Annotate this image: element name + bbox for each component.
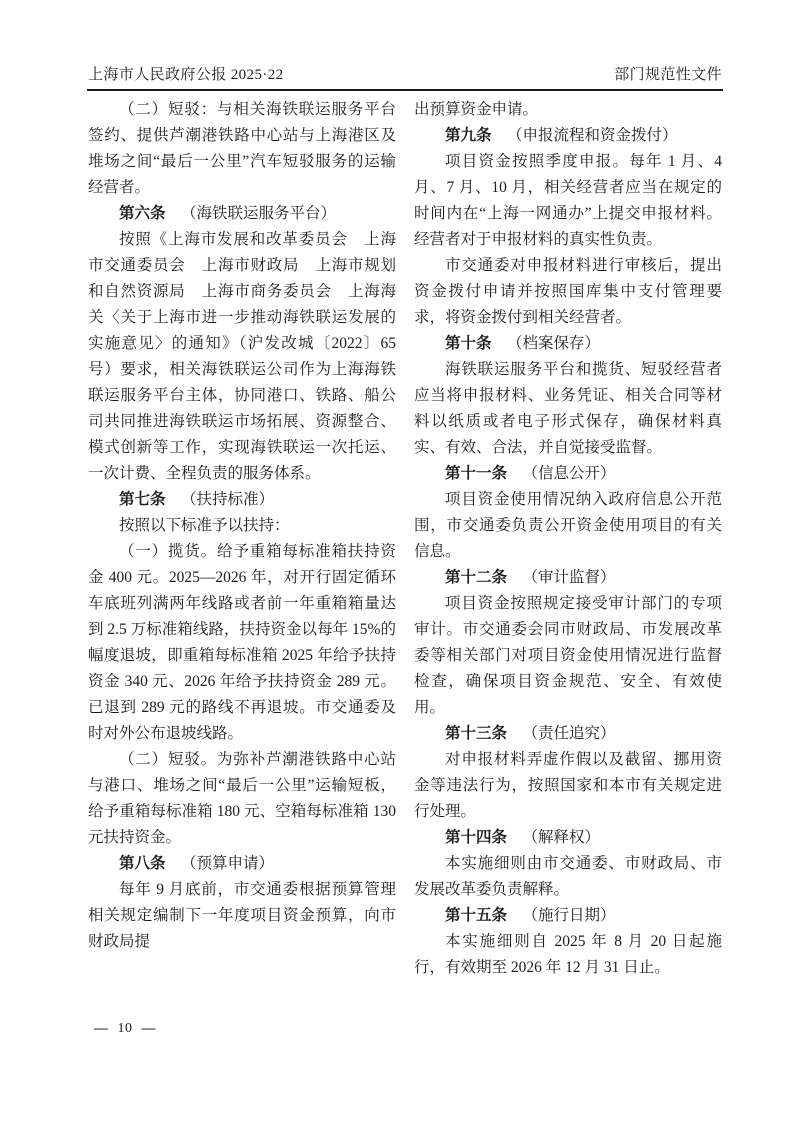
article-number: 第六条 bbox=[119, 205, 166, 222]
article-heading bbox=[414, 461, 722, 487]
article-number: 第八条 bbox=[119, 855, 166, 872]
gazette-volume-label: 上海市人民政府公报 2025·22 bbox=[88, 67, 284, 83]
article-title: （施行日期） bbox=[522, 907, 616, 924]
article-number: 第七条 bbox=[119, 491, 166, 508]
article-heading bbox=[414, 331, 722, 357]
article-number: 第十条 bbox=[445, 335, 492, 352]
article-number: 第九条 bbox=[445, 127, 492, 144]
article-title: （海铁联运服务平台） bbox=[181, 205, 337, 222]
page-footer bbox=[94, 1021, 156, 1037]
article-heading bbox=[414, 565, 722, 591]
paragraph: 项目资金按照规定接受审计部门的专项审计。市交通委会同市财政局、市发展改革委等相关部门对项目资金使用情况进行监督检查，确保项目资金规范、安全、有效使用。 bbox=[414, 595, 722, 716]
paragraph: 每年 9 月底前，市交通委根据预算管理相关规定编制下一年度项目资金预算，向市财政局提 bbox=[88, 881, 396, 950]
article-number: 第十四条 bbox=[445, 829, 508, 846]
article-number: 第十一条 bbox=[445, 465, 508, 482]
paragraph: 海铁联运服务平台和揽货、短驳经营者应当将申报材料、业务凭证、相关合同等材料以纸质或者电子形式保存，确保材料真实、有效、合法，并自觉接受监督。 bbox=[414, 361, 722, 456]
page-header bbox=[88, 63, 722, 84]
article-heading bbox=[88, 487, 396, 513]
paragraph: 市交通委对申报材料进行审核后，提出资金拨付申请并按照国库集中支付管理要求，将资金拨付到相关经营者。 bbox=[414, 257, 722, 326]
article-title: （扶持标准） bbox=[181, 491, 275, 508]
article-heading bbox=[414, 825, 722, 851]
paragraph: （一）揽货。给予重箱每标准箱扶持资金 400 元。2025—2026 年，对开行固定循环车底班列满两年线路或者前一年重箱箱量达到 2.5 万标准箱线路，扶持资金以每年 15%的幅度退坡，即重箱每标准箱 2025 年给予扶持资金 340 元、2026 年给予扶持资金 289 元。已退到 289 元的路线不再退坡。市交通委及时对外公布退坡线路。 bbox=[88, 543, 396, 742]
document-category-label: 部门规范性文件 bbox=[614, 67, 722, 83]
paragraph: 按照以下标准予以扶持： bbox=[119, 517, 290, 534]
article-number: 第十五条 bbox=[445, 907, 508, 924]
article-title: （信息公开） bbox=[522, 465, 616, 482]
header-divider bbox=[87, 89, 723, 91]
page-number-dash-left: — bbox=[94, 1021, 109, 1036]
document-body bbox=[88, 97, 722, 981]
page-number: 10 bbox=[117, 1021, 133, 1036]
article-title: （责任追究） bbox=[522, 725, 616, 742]
article-title: （申报流程和资金拨付） bbox=[507, 127, 678, 144]
article-heading bbox=[88, 201, 396, 227]
paragraph: （二）短驳：与相关海铁联运服务平台签约、提供芦潮港铁路中心站与上海港区及堆场之间“最后一公里”汽车短驳服务的运输经营者。 bbox=[88, 101, 396, 196]
article-number: 第十二条 bbox=[445, 569, 508, 586]
paragraph-continuation: 出预算资金申请。 bbox=[414, 101, 539, 118]
article-heading bbox=[414, 903, 722, 929]
article-title: （审计监督） bbox=[522, 569, 616, 586]
article-heading bbox=[414, 721, 722, 747]
paragraph: 按照《上海市发展和改革委员会 上海市交通委员会 上海市财政局 上海市规划和自然资源局 上海市商务委员会 上海海关〈关于上海市进一步推动海铁联运发展的实施意见〉的通知》（沪发改城〔2022〕65 号）要求，相关海铁联运公司作为上海海铁联运服务平台主体，协同港口、铁路、船公司共同推进海铁联运市场拓展、资源整合、模式创新等工作，实现海铁联运一次托运、一次计费、全程负责的服务体系。 bbox=[88, 231, 396, 482]
article-title: （档案保存） bbox=[507, 335, 601, 352]
article-title: （预算申请） bbox=[181, 855, 275, 872]
paragraph: 项目资金使用情况纳入政府信息公开范围，市交通委负责公开资金使用项目的有关信息。 bbox=[414, 491, 722, 560]
paragraph: （二）短驳。为弥补芦潮港铁路中心站与港口、堆场之间“最后一公里”运输短板，给予重箱每标准箱 180 元、空箱每标准箱 130 元扶持资金。 bbox=[88, 751, 396, 846]
paragraph: 项目资金按照季度申报。每年 1 月、4 月、7 月、10 月，相关经营者应当在规定的时间内在“上海一网通办”上提交申报材料。经营者对于申报材料的真实性负责。 bbox=[414, 153, 722, 248]
left-column bbox=[88, 97, 396, 981]
paragraph: 本实施细则由市交通委、市财政局、市发展改革委负责解释。 bbox=[414, 855, 722, 898]
article-heading bbox=[88, 851, 396, 877]
paragraph: 本实施细则自 2025 年 8 月 20 日起施行，有效期至 2026 年 12 月 31 日止。 bbox=[414, 933, 722, 976]
article-number: 第十三条 bbox=[445, 725, 508, 742]
paragraph: 对申报材料弄虚作假以及截留、挪用资金等违法行为，按照国家和本市有关规定进行处理。 bbox=[414, 751, 722, 820]
article-heading bbox=[414, 123, 722, 149]
article-title: （解释权） bbox=[522, 829, 601, 846]
page-number-dash-right: — bbox=[141, 1021, 156, 1036]
right-column bbox=[414, 97, 722, 981]
